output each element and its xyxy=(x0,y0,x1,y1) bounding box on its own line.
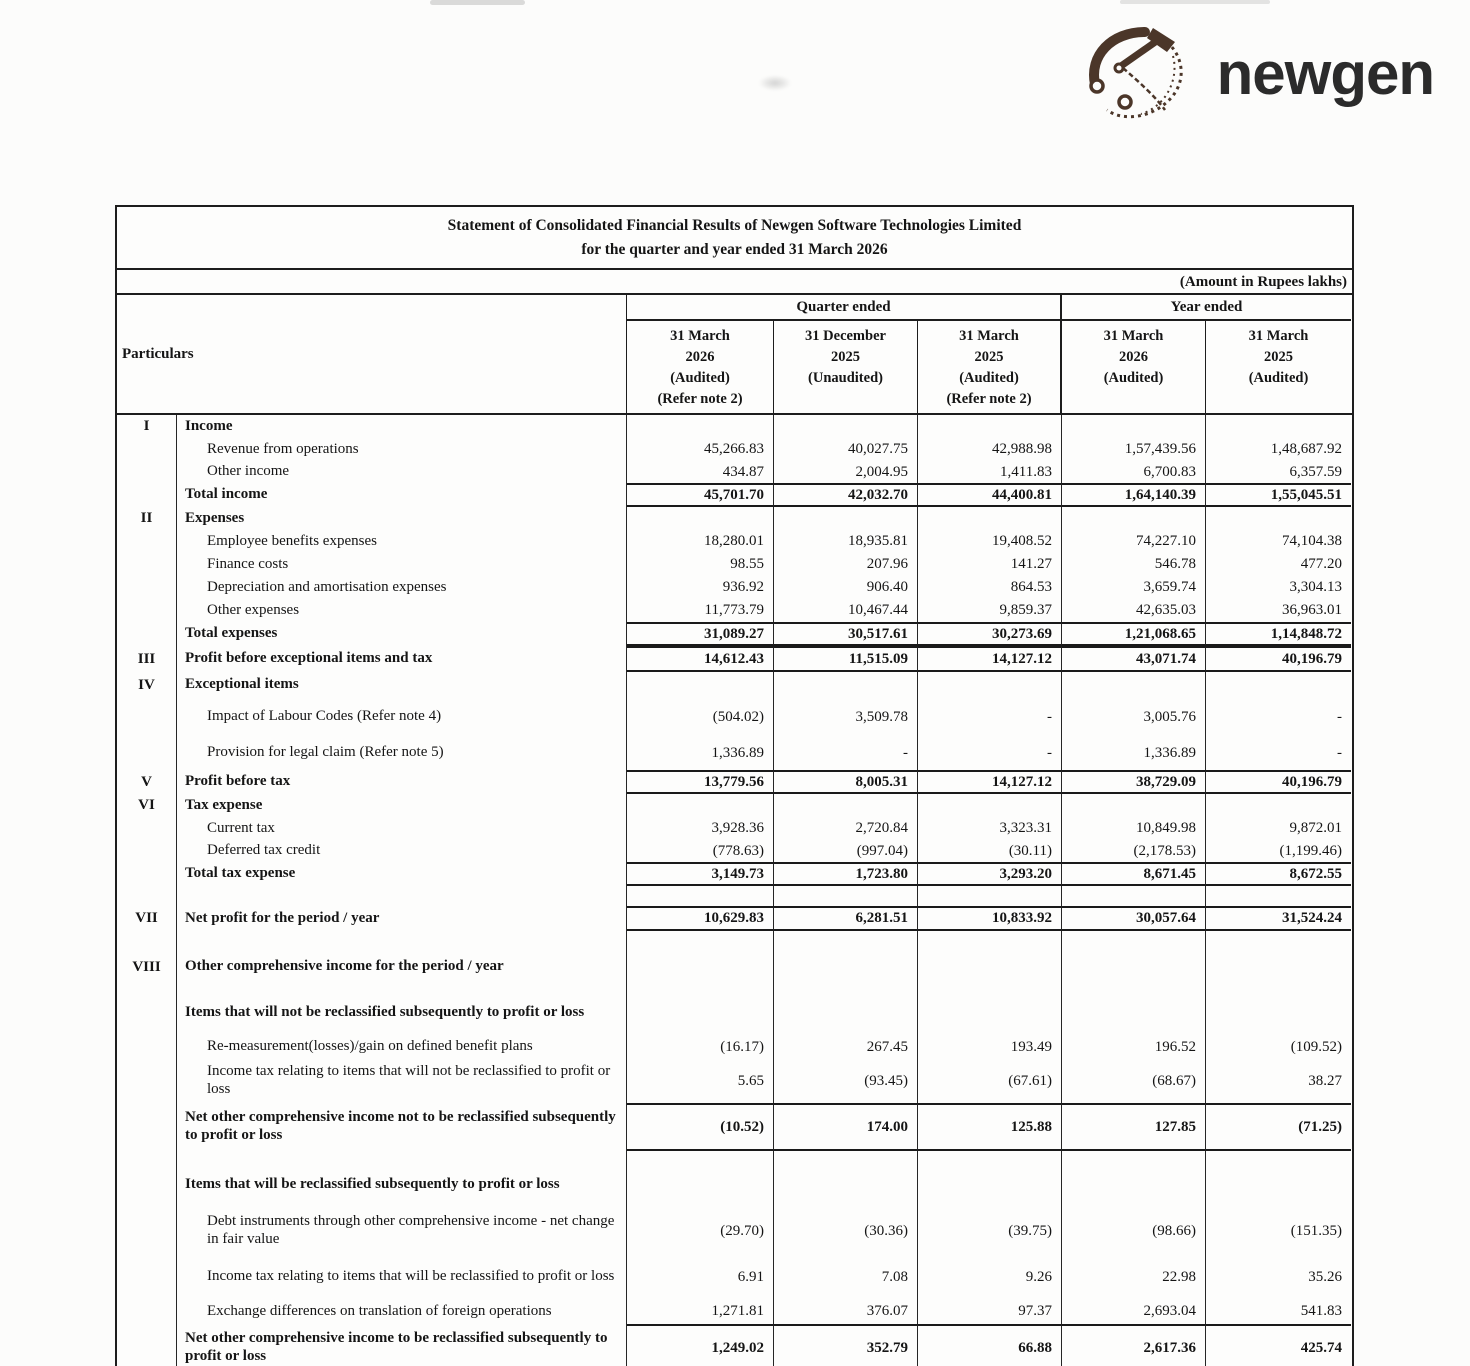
cell-value xyxy=(774,672,918,698)
cell-value: 30,517.61 xyxy=(774,622,918,646)
cell-value: 477.20 xyxy=(1300,556,1342,572)
cell-value: 14,127.12 xyxy=(918,770,1062,794)
cell-value: 11,515.09 xyxy=(774,646,918,672)
cell-value: 43,071.74 xyxy=(1062,646,1206,672)
cell-value xyxy=(1206,991,1351,1035)
cell-value: 9,872.01 xyxy=(1289,820,1342,836)
cell-value: 3,304.13 xyxy=(1289,579,1342,595)
cell-roman-numeral xyxy=(117,1255,177,1299)
cell-value: 864.53 xyxy=(918,576,1062,599)
cell-value: 8,005.31 xyxy=(774,770,918,794)
cell-value xyxy=(774,1163,918,1207)
cell-value: (68.67) xyxy=(1062,1059,1206,1103)
table-row xyxy=(117,794,1352,817)
cell-value: 1,14,848.72 xyxy=(1206,622,1351,646)
cell-value: 30,057.64 xyxy=(1062,906,1206,931)
cell-particulars: Net profit for the period / year xyxy=(177,906,627,931)
cell-value: 376.07 xyxy=(774,1299,918,1324)
cell-particulars: Other expenses xyxy=(177,599,627,622)
cell-value: 125.88 xyxy=(918,1103,1062,1151)
cell-roman-numeral xyxy=(117,817,177,840)
cell-value xyxy=(1062,1163,1206,1207)
statement-title xyxy=(117,207,1352,270)
table-row xyxy=(117,1255,1352,1299)
cell-particulars: Impact of Labour Codes (Refer note 4) xyxy=(177,698,627,736)
cell-roman-numeral xyxy=(117,698,177,736)
table-row xyxy=(117,646,1352,672)
cell-roman-numeral xyxy=(117,530,177,553)
cell-roman-numeral: III xyxy=(117,646,177,672)
table-row xyxy=(117,1059,1352,1103)
cell-value xyxy=(1206,672,1351,698)
cell-value: 2,004.95 xyxy=(774,461,918,483)
cell-value: 18,280.01 xyxy=(627,530,774,553)
cell-particulars: Total income xyxy=(177,483,627,507)
cell-value xyxy=(627,931,774,955)
cell-value: 1,48,687.92 xyxy=(1270,441,1342,457)
cell-roman-numeral xyxy=(117,576,177,599)
cell-value: 40,027.75 xyxy=(774,438,918,461)
cell-value: (997.04) xyxy=(774,840,918,862)
quarter-ended-header: Quarter ended xyxy=(627,295,1062,319)
cell-particulars xyxy=(177,931,627,955)
cell-value: 66.88 xyxy=(918,1324,1062,1366)
cell-roman-numeral xyxy=(117,1059,177,1103)
cell-value xyxy=(1062,1151,1206,1163)
table-row xyxy=(117,672,1352,698)
cell-value xyxy=(1206,507,1351,530)
cell-value xyxy=(1206,886,1351,906)
cell-value xyxy=(1062,991,1206,1035)
cell-value: 1,55,045.51 xyxy=(1206,483,1351,507)
cell-value: (67.61) xyxy=(918,1059,1062,1103)
cell-value xyxy=(1206,979,1351,991)
cell-value: 14,127.12 xyxy=(918,646,1062,672)
cell-particulars: Profit before exceptional items and tax xyxy=(177,646,627,672)
cell-value: 936.92 xyxy=(627,576,774,599)
cell-value xyxy=(774,886,918,906)
table-row xyxy=(117,1299,1352,1324)
cell-value xyxy=(1206,955,1351,979)
cell-roman-numeral xyxy=(117,483,177,507)
cell-value: 6,700.83 xyxy=(1062,461,1206,483)
cell-value: 8,671.45 xyxy=(1062,862,1206,886)
cell-roman-numeral xyxy=(117,931,177,955)
cell-roman-numeral xyxy=(117,1035,177,1059)
cell-particulars: Net other comprehensive income to be reclassified subsequently to profit or loss xyxy=(177,1324,627,1366)
cell-value xyxy=(774,1151,918,1163)
cell-value xyxy=(918,794,1062,817)
cell-particulars: Net other comprehensive income not to be reclassified subsequently to profit or loss xyxy=(177,1103,627,1151)
table-row xyxy=(117,770,1352,794)
cell-value: (71.25) xyxy=(1206,1103,1351,1151)
cell-value xyxy=(627,794,774,817)
cell-value: 38,729.09 xyxy=(1062,770,1206,794)
table-row xyxy=(117,1151,1352,1163)
cell-value: 74,227.10 xyxy=(1062,530,1206,553)
period-header-cell: 31 March 2026 (Audited) (Refer note 2) xyxy=(627,321,774,413)
period-header-cell: 31 March 2025 (Audited) (Refer note 2) xyxy=(918,321,1062,413)
cell-value: 45,266.83 xyxy=(627,438,774,461)
cell-value: 13,779.56 xyxy=(627,770,774,794)
cell-roman-numeral xyxy=(117,840,177,862)
cell-value: 5.65 xyxy=(627,1059,774,1103)
cell-value: 14,612.43 xyxy=(627,646,774,672)
newgen-globe-icon xyxy=(1083,22,1205,126)
cell-value: 906.40 xyxy=(774,576,918,599)
cell-roman-numeral: IV xyxy=(117,672,177,698)
cell-value: 352.79 xyxy=(774,1324,918,1366)
cell-value: 1,57,439.56 xyxy=(1062,438,1206,461)
cell-value: (109.52) xyxy=(1290,1038,1342,1055)
cell-value: 425.74 xyxy=(1206,1324,1351,1366)
cell-roman-numeral: VIII xyxy=(117,955,177,979)
cell-value: (16.17) xyxy=(627,1035,774,1059)
cell-roman-numeral xyxy=(117,991,177,1035)
cell-value: (30.36) xyxy=(774,1207,918,1255)
cell-value: 98.55 xyxy=(627,553,774,576)
table-header xyxy=(117,295,1352,415)
cell-value: 6.91 xyxy=(627,1255,774,1299)
cell-value: (30.11) xyxy=(918,840,1062,862)
cell-value: 44,400.81 xyxy=(918,483,1062,507)
cell-value: 541.83 xyxy=(1300,1303,1342,1319)
cell-value: - xyxy=(1337,744,1342,761)
cell-roman-numeral xyxy=(117,1163,177,1207)
cell-value: 2,693.04 xyxy=(1062,1299,1206,1324)
cell-value: 10,467.44 xyxy=(774,599,918,622)
cell-value: 1,723.80 xyxy=(774,862,918,886)
cell-particulars: Items that will not be reclassified subsequently to profit or loss xyxy=(177,991,627,1035)
cell-value xyxy=(1062,931,1206,955)
cell-value xyxy=(627,955,774,979)
table-row xyxy=(117,599,1352,622)
cell-particulars: Exceptional items xyxy=(177,672,627,698)
cell-value xyxy=(1062,794,1206,817)
cell-value: 30,273.69 xyxy=(918,622,1062,646)
cell-value: 1,64,140.39 xyxy=(1062,483,1206,507)
newgen-logo-text: newgen xyxy=(1216,40,1434,107)
cell-value: 1,21,068.65 xyxy=(1062,622,1206,646)
cell-value: (29.70) xyxy=(627,1207,774,1255)
cell-value: 3,509.78 xyxy=(774,698,918,736)
cell-particulars: Revenue from operations xyxy=(177,438,627,461)
cell-value: 31,524.24 xyxy=(1206,906,1351,931)
cell-roman-numeral: II xyxy=(117,507,177,530)
cell-particulars: Profit before tax xyxy=(177,770,627,794)
cell-value: 9,859.37 xyxy=(918,599,1062,622)
cell-value xyxy=(774,931,918,955)
cell-roman-numeral xyxy=(117,622,177,646)
table-row xyxy=(117,931,1352,955)
table-row xyxy=(117,1163,1352,1207)
cell-value xyxy=(918,991,1062,1035)
table-row xyxy=(117,576,1352,599)
cell-value xyxy=(918,931,1062,955)
cell-particulars xyxy=(177,886,627,906)
table-row xyxy=(117,906,1352,931)
table-row xyxy=(117,1103,1352,1151)
cell-value xyxy=(627,507,774,530)
cell-value xyxy=(1062,507,1206,530)
cell-value: (151.35) xyxy=(1290,1222,1342,1239)
cell-particulars: Depreciation and amortisation expenses xyxy=(177,576,627,599)
cell-value: 74,104.38 xyxy=(1282,533,1342,549)
cell-roman-numeral xyxy=(117,736,177,770)
financial-results-table xyxy=(115,205,1354,1366)
cell-roman-numeral xyxy=(117,438,177,461)
cell-value: 42,635.03 xyxy=(1062,599,1206,622)
table-row xyxy=(117,461,1352,483)
cell-value: - xyxy=(918,736,1062,770)
cell-value xyxy=(1062,955,1206,979)
cell-value: 1,336.89 xyxy=(1062,736,1206,770)
cell-roman-numeral xyxy=(117,886,177,906)
year-ended-header: Year ended xyxy=(1170,298,1243,315)
table-row xyxy=(117,483,1352,507)
cell-value: 196.52 xyxy=(1062,1035,1206,1059)
scan-smudge-artifact xyxy=(752,72,798,94)
cell-particulars: Exchange differences on translation of foreign operations xyxy=(177,1299,627,1324)
cell-value: - xyxy=(1337,708,1342,725)
newgen-logo xyxy=(1083,22,1434,126)
cell-roman-numeral: I xyxy=(117,415,177,438)
cell-particulars xyxy=(177,1151,627,1163)
cell-value xyxy=(918,886,1062,906)
cell-roman-numeral xyxy=(117,1151,177,1163)
period-column-headers xyxy=(627,321,1351,413)
cell-particulars: Employee benefits expenses xyxy=(177,530,627,553)
cell-particulars: Total expenses xyxy=(177,622,627,646)
cell-value: 1,411.83 xyxy=(918,461,1062,483)
cell-roman-numeral xyxy=(117,599,177,622)
statement-title-line2: for the quarter and year ended 31 March 2026 xyxy=(581,241,888,258)
cell-roman-numeral xyxy=(117,1103,177,1151)
cell-value: 3,149.73 xyxy=(627,862,774,886)
cell-particulars: Deferred tax credit xyxy=(177,840,627,862)
cell-value: 36,963.01 xyxy=(1282,602,1342,618)
cell-particulars: Re-measurement(losses)/gain on defined benefit plans xyxy=(177,1035,627,1059)
cell-value xyxy=(774,979,918,991)
cell-value: (98.66) xyxy=(1062,1207,1206,1255)
cell-value: (10.52) xyxy=(627,1103,774,1151)
table-row xyxy=(117,622,1352,646)
table-row xyxy=(117,1324,1352,1366)
cell-roman-numeral xyxy=(117,1299,177,1324)
cell-value: 1,271.81 xyxy=(627,1299,774,1324)
cell-value xyxy=(918,1163,1062,1207)
cell-value: 31,089.27 xyxy=(627,622,774,646)
cell-value: 19,408.52 xyxy=(918,530,1062,553)
period-header-cell: 31 March 2025 (Audited) xyxy=(1248,328,1309,386)
cell-value: 6,281.51 xyxy=(774,906,918,931)
cell-particulars: Total tax expense xyxy=(177,862,627,886)
cell-value xyxy=(774,794,918,817)
cell-particulars: Finance costs xyxy=(177,553,627,576)
cell-particulars: Tax expense xyxy=(177,794,627,817)
cell-particulars: Other comprehensive income for the period / year xyxy=(177,955,627,979)
cell-value xyxy=(918,415,1062,438)
table-row xyxy=(117,530,1352,553)
cell-value: 267.45 xyxy=(774,1035,918,1059)
cell-value xyxy=(1206,1151,1351,1163)
cell-particulars: Income xyxy=(177,415,627,438)
cell-value: - xyxy=(774,736,918,770)
cell-value: 97.37 xyxy=(918,1299,1062,1324)
cell-value: 3,323.31 xyxy=(918,817,1062,840)
cell-value: 174.00 xyxy=(774,1103,918,1151)
cell-value xyxy=(918,507,1062,530)
period-header-cell: 31 March 2026 (Audited) xyxy=(1062,321,1206,413)
table-row xyxy=(117,862,1352,886)
table-row xyxy=(117,886,1352,906)
table-row xyxy=(117,415,1352,438)
amount-unit-note: (Amount in Rupees lakhs) xyxy=(117,270,1352,295)
cell-value: 1,336.89 xyxy=(627,736,774,770)
statement-title-line1: Statement of Consolidated Financial Results of Newgen Software Technologies Limited xyxy=(447,217,1022,234)
cell-value xyxy=(1206,1163,1351,1207)
cell-roman-numeral xyxy=(117,1207,177,1255)
cell-value xyxy=(627,1163,774,1207)
cell-roman-numeral xyxy=(117,1324,177,1366)
cell-value xyxy=(1062,886,1206,906)
cell-value: 10,629.83 xyxy=(627,906,774,931)
table-row xyxy=(117,507,1352,530)
cell-particulars: Income tax relating to items that will be reclassified to profit or loss xyxy=(177,1255,627,1299)
cell-value xyxy=(627,672,774,698)
cell-roman-numeral: VII xyxy=(117,906,177,931)
cell-value: 8,672.55 xyxy=(1206,862,1351,886)
table-row xyxy=(117,553,1352,576)
cell-value: (504.02) xyxy=(627,698,774,736)
cell-value: 9.26 xyxy=(918,1255,1062,1299)
cell-value: 3,005.76 xyxy=(1062,698,1206,736)
cell-particulars: Items that will be reclassified subsequently to profit or loss xyxy=(177,1163,627,1207)
cell-value: (2,178.53) xyxy=(1062,840,1206,862)
cell-particulars: Income tax relating to items that will not be reclassified to profit or loss xyxy=(177,1059,627,1103)
cell-value: 18,935.81 xyxy=(774,530,918,553)
cell-particulars: Expenses xyxy=(177,507,627,530)
table-row xyxy=(117,438,1352,461)
table-row xyxy=(117,979,1352,991)
cell-value: 45,701.70 xyxy=(627,483,774,507)
cell-value: 3,928.36 xyxy=(627,817,774,840)
scan-edge-artifact xyxy=(1120,0,1270,4)
cell-particulars: Current tax xyxy=(177,817,627,840)
cell-roman-numeral xyxy=(117,461,177,483)
particulars-header-cell: Particulars xyxy=(117,295,627,413)
cell-value xyxy=(774,415,918,438)
cell-value xyxy=(774,991,918,1035)
cell-roman-numeral: VI xyxy=(117,794,177,817)
cell-value: - xyxy=(918,698,1062,736)
cell-roman-numeral xyxy=(117,553,177,576)
cell-value xyxy=(627,979,774,991)
period-header-cell: 31 December 2025 (Unaudited) xyxy=(774,321,918,413)
cell-value xyxy=(1062,672,1206,698)
cell-value: 141.27 xyxy=(918,553,1062,576)
cell-value xyxy=(627,1151,774,1163)
cell-value xyxy=(1206,794,1351,817)
cell-value xyxy=(918,1151,1062,1163)
period-group-headers xyxy=(627,295,1351,321)
cell-value xyxy=(1206,415,1351,438)
cell-value xyxy=(1206,931,1351,955)
cell-value: 3,659.74 xyxy=(1062,576,1206,599)
cell-value: 22.98 xyxy=(1062,1255,1206,1299)
cell-value: (1,199.46) xyxy=(1279,842,1342,859)
cell-value xyxy=(627,415,774,438)
cell-value: 1,249.02 xyxy=(627,1324,774,1366)
cell-value: 207.96 xyxy=(774,553,918,576)
cell-value: 2,617.36 xyxy=(1062,1324,1206,1366)
table-row xyxy=(117,736,1352,770)
cell-value: (778.63) xyxy=(627,840,774,862)
cell-value: 10,833.92 xyxy=(918,906,1062,931)
cell-value: 6,357.59 xyxy=(1289,463,1342,480)
table-row xyxy=(117,991,1352,1035)
table-row xyxy=(117,955,1352,979)
cell-value xyxy=(627,886,774,906)
cell-value xyxy=(918,955,1062,979)
cell-roman-numeral: V xyxy=(117,770,177,794)
cell-value: 11,773.79 xyxy=(627,599,774,622)
cell-value: 2,720.84 xyxy=(774,817,918,840)
cell-particulars: Provision for legal claim (Refer note 5) xyxy=(177,736,627,770)
cell-value: 42,988.98 xyxy=(918,438,1062,461)
cell-value xyxy=(627,991,774,1035)
cell-roman-numeral xyxy=(117,979,177,991)
cell-value xyxy=(918,672,1062,698)
cell-roman-numeral xyxy=(117,862,177,886)
cell-value: 127.85 xyxy=(1062,1103,1206,1151)
cell-value: 546.78 xyxy=(1062,553,1206,576)
cell-value: 38.27 xyxy=(1308,1072,1342,1089)
cell-value: 42,032.70 xyxy=(774,483,918,507)
cell-value: 40,196.79 xyxy=(1206,770,1351,794)
table-row xyxy=(117,817,1352,840)
cell-value: 40,196.79 xyxy=(1206,646,1351,672)
table-row xyxy=(117,840,1352,862)
cell-particulars xyxy=(177,979,627,991)
cell-value xyxy=(1062,979,1206,991)
cell-value: 35.26 xyxy=(1308,1268,1342,1285)
table-row xyxy=(117,1035,1352,1059)
cell-value: 10,849.98 xyxy=(1062,817,1206,840)
cell-value: (39.75) xyxy=(918,1207,1062,1255)
cell-value xyxy=(774,507,918,530)
cell-value xyxy=(918,979,1062,991)
table-row xyxy=(117,1207,1352,1255)
scan-edge-artifact xyxy=(430,0,525,5)
cell-value: 193.49 xyxy=(918,1035,1062,1059)
cell-value: 7.08 xyxy=(774,1255,918,1299)
cell-value: (93.45) xyxy=(774,1059,918,1103)
cell-value: 3,293.20 xyxy=(918,862,1062,886)
cell-value xyxy=(1062,415,1206,438)
cell-value xyxy=(774,955,918,979)
cell-particulars: Other income xyxy=(177,461,627,483)
table-body xyxy=(117,415,1352,1366)
cell-particulars: Debt instruments through other comprehensive income - net change in fair value xyxy=(177,1207,627,1255)
cell-value: 434.87 xyxy=(627,461,774,483)
period-headers xyxy=(627,295,1351,413)
table-row xyxy=(117,698,1352,736)
